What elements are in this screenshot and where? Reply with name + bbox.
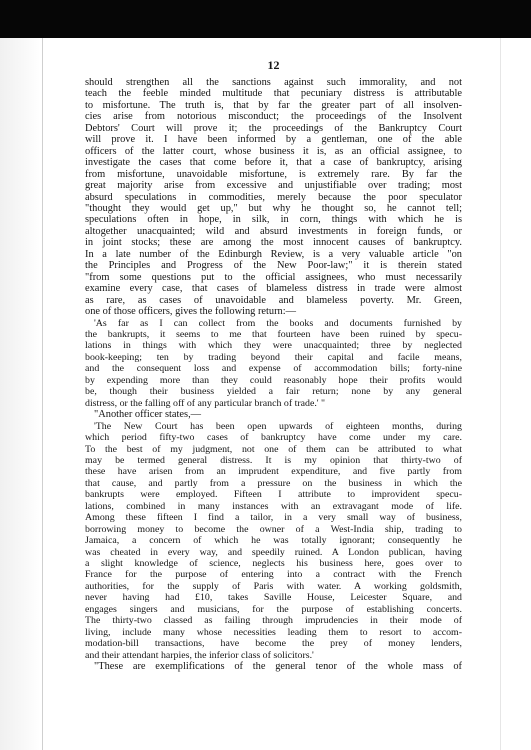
text-line: examine every case, that cases of blameless distress in trade were almost — [85, 283, 462, 295]
text-line: a slight knowledge of science, neglects his business here, goes over to — [85, 558, 462, 570]
text-line: engages singers and musicians, for the purpose of establishing concerts. — [85, 603, 462, 615]
text-line: and the consequent loss and expense of accommodation bills; forty-nine — [85, 363, 462, 375]
text-line: altogether unacquainted; wild and absurd investments in foreign funds, or — [85, 225, 462, 237]
text-line: from misfortune, unavoidable misfortune, is extremely rare. By far the — [85, 168, 462, 180]
gutter-line — [42, 38, 43, 750]
page-number: 12 — [267, 58, 280, 72]
text-line: bankrupts were employed. Fifteen I attribute to improvident specu- — [85, 489, 462, 501]
text-line: may be termed general distress. It is my opinion that thirty-two of — [85, 454, 462, 466]
text-line: which period fifty-two cases of bankruptcy have come under my care. — [85, 432, 462, 444]
text-line: by expending more than they could reasonably hope their profits would — [85, 374, 462, 386]
text-line: book-keeping; ten by trading beyond their capital and facile means, — [85, 351, 462, 363]
text-line: great majority arise from excessive and unjustifiable over trading; most — [85, 180, 462, 192]
text-line: the Principles and Progress of the New Poor-law;" it is therein stated — [85, 260, 462, 272]
text-line: be, though their business yielded a fair return; none by any general — [85, 386, 462, 398]
page-edge-line — [500, 38, 501, 750]
text-line: speculations often in hope, in silk, in corn, things with which he is — [85, 214, 462, 226]
text-line: The thirty-two classed as failing through imprudencies in their mode of — [85, 615, 462, 627]
text-line: cies arise from notorious misconduct; the proceedings of the Insolvent — [85, 111, 462, 123]
text-line: one of those officers, gives the following return:— — [85, 306, 297, 318]
text-line: Among these fifteen I find a tailor, in a very small way of business, — [85, 512, 462, 524]
text-line: France for the purpose of entering into a contract with the French — [85, 569, 462, 581]
text-line: in joint stocks; these are among the most innocent causes of bankruptcy. — [85, 237, 462, 249]
text-line: living, include many whose necessities leading them to resort to accom- — [85, 626, 462, 638]
text-line: To the best of my judgment, not one of them can be attributed to what — [85, 443, 462, 455]
text-line: officers of the latter court, whose business it is, as an official assignee, to — [85, 145, 462, 157]
book-page — [85, 58, 462, 748]
text-line: In a late number of the Edinburgh Review, is a very valuable article "on — [85, 248, 462, 260]
scan-top-border — [0, 0, 531, 38]
text-line: will prove it. I have been informed by a gentleman, one of the able — [85, 134, 462, 146]
text-line: lations, combined in many instances with an extravagant mode of life. — [85, 500, 462, 512]
text-line: that cause, and partly from a pressure on the business in which the — [85, 477, 462, 489]
text-line: "These are exemplifications of the general tenor of the whole mass of — [94, 661, 462, 673]
text-line: these have arisen from an imprudent expenditure, and five partly from — [85, 466, 462, 478]
text-line: Jamaica, a concern of which he was totally ignorant; consequently he — [85, 535, 462, 547]
text-line: authorities, for the supply of Paris with water. A working goldsmith, — [85, 580, 462, 592]
text-line: modation-bill transactions, have become the prey of money lenders, — [85, 638, 462, 650]
text-line: never having had £10, takes Saville House, Leicester Square, and — [85, 592, 462, 604]
text-line: lations in things with which they were unacquainted; three by neglected — [85, 340, 462, 352]
text-line: "from some questions put to the official assignees, who must necessarily — [85, 271, 462, 283]
text-line: absurd speculations in commodities, merely because the poor speculator — [85, 191, 462, 203]
text-line: the bankrupts, it seems to me that fourteen have been ruined by specu- — [85, 328, 462, 340]
text-line: was cheated in every way, and speedily ruined. A London publican, having — [85, 546, 462, 558]
text-line: distress, or the falling off of any particular branch of trade.' " — [85, 397, 326, 409]
text-line: teach the feeble minded multitude that pecuniary distress is attributable — [85, 88, 462, 100]
text-line: and their attendant harpies, the inferior class of solicitors.' — [85, 649, 314, 661]
text-line: borrowing money to become the owner of a West-India ship, trading to — [85, 523, 462, 535]
text-line: 'As far as I can collect from the books and documents furnished by — [94, 317, 462, 329]
text-line: investigate the cases that come before it, that a case of bankruptcy, arising — [85, 157, 462, 169]
text-line: should strengthen all the sanctions against such immorality, and not — [85, 77, 462, 88]
text-line: "thought they would get up," but why he thought so, he cannot tell; — [85, 202, 462, 214]
text-line: Debtors' Court will prove it; the proceedings of the Bankruptcy Court — [85, 122, 462, 134]
text-line: as rare, as cases of unavoidable and blameless poverty. Mr. Green, — [85, 294, 462, 306]
text-line: 'The New Court has been open upwards of eighteen months, during — [94, 420, 462, 432]
book-gutter — [0, 38, 40, 750]
text-line: to misfortune. The truth is, that by far the greater part of all insolven- — [85, 99, 462, 111]
text-line: "Another officer states,— — [94, 409, 202, 421]
body-text — [85, 77, 462, 673]
